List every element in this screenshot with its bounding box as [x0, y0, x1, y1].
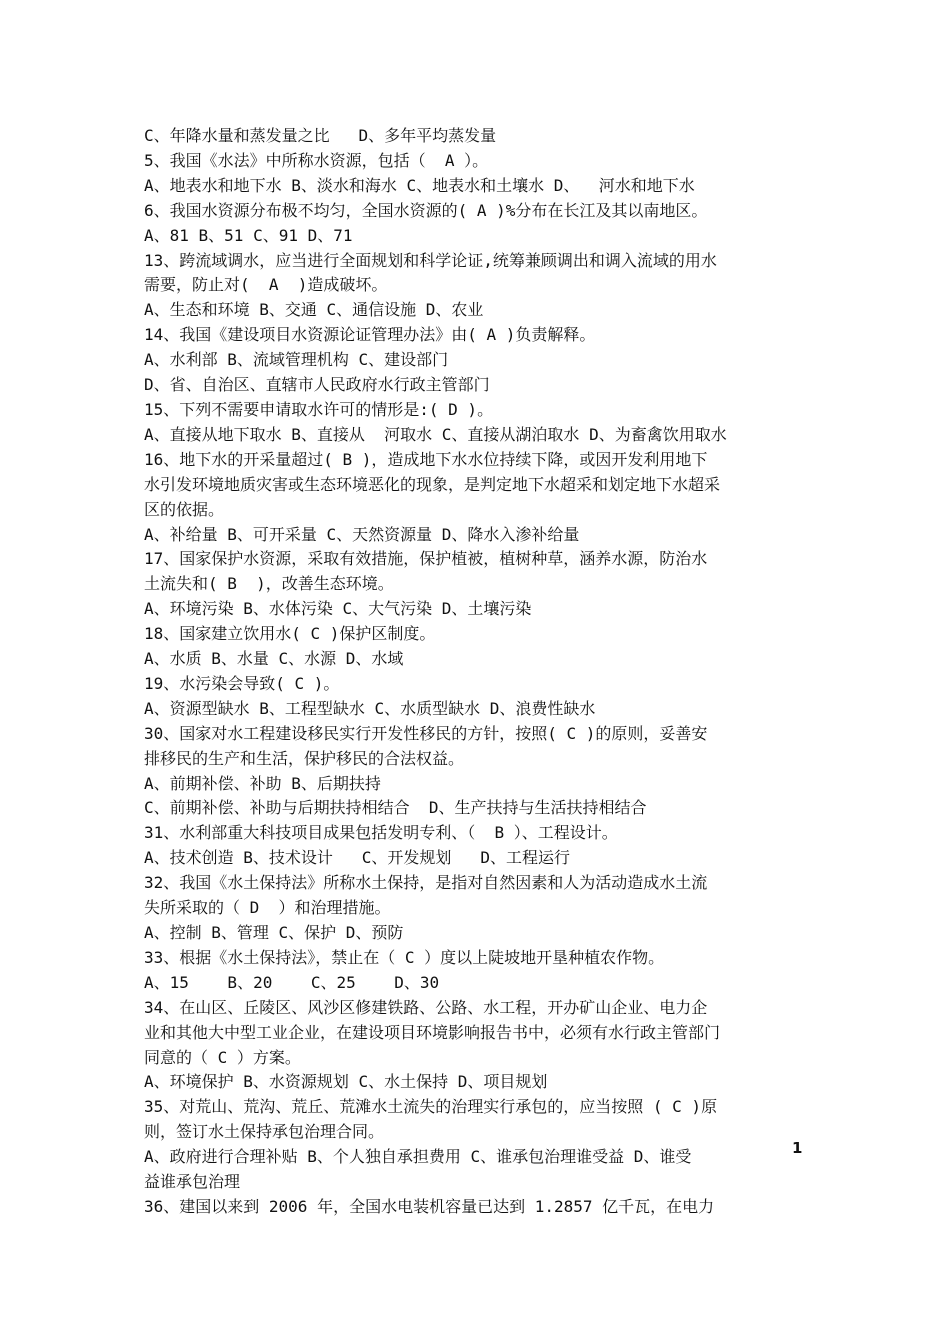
options-line: A、补给量 B、可开采量 C、天然资源量 D、降水入渗补给量: [144, 524, 580, 544]
question-line: 34、在山区、丘陵区、风沙区修建铁路、公路、水工程，开办矿山企业、电力企: [144, 997, 708, 1017]
options-line: A、直接从地下取水 B、直接从 河取水 C、直接从湖泊取水 D、为畜禽饮用取水: [144, 424, 727, 444]
question-line: 则，签订水土保持承包治理合同。: [144, 1122, 385, 1142]
question-line: 需要，防止对( A )造成破坏。: [144, 275, 388, 295]
question-line: 同意的（ C ）方案。: [144, 1047, 301, 1067]
options-line: C、前期补偿、补助与后期扶持相结合 D、生产扶持与生活扶持相结合: [144, 798, 647, 818]
options-line: A、水质 B、水量 C、水源 D、水域: [144, 649, 404, 669]
question-line: 32、我国《水土保持法》所称水土保持，是指对自然因素和人为活动造成水土流: [144, 873, 708, 893]
options-line: A、15 B、20 C、25 D、30: [144, 972, 440, 992]
options-line: A、水利部 B、流域管理机构 C、建设部门: [144, 350, 449, 370]
question-line: 失所采取的（ D ）和治理措施。: [144, 898, 391, 918]
question-line: 36、建国以来到 2006 年，全国水电装机容量已达到 1.2857 亿千瓦，在电力: [144, 1196, 715, 1216]
options-line: A、81 B、51 C、91 D、71: [144, 225, 353, 245]
question-line: 18、国家建立饮用水( C )保护区制度。: [144, 624, 436, 644]
question-line: 15、下列不需要申请取水许可的情形是:( D )。: [144, 399, 494, 419]
question-line: 业和其他大中型工业企业，在建设项目环境影响报告书中，必须有水行政主管部门: [144, 1022, 721, 1042]
page-number: 1: [792, 1139, 803, 1157]
question-line: 33、根据《水土保持法》，禁止在（ C ）度以上陡坡地开垦种植农作物。: [144, 947, 665, 967]
options-line: A、技术创造 B、技术设计 C、开发规划 D、工程运行: [144, 848, 570, 868]
question-line: 35、对荒山、荒沟、荒丘、荒滩水土流失的治理实行承包的，应当按照 ( C )原: [144, 1097, 718, 1117]
options-line: A、地表水和地下水 B、淡水和海水 C、地表水和土壤水 D、 河水和地下水: [144, 175, 695, 195]
options-line: A、环境污染 B、水体污染 C、大气污染 D、土壤污染: [144, 599, 532, 619]
text-line: C、年降水量和蒸发量之比 D、多年平均蒸发量: [144, 126, 497, 145]
document-body: [144, 124, 810, 1220]
question-line: 土流失和( B )，改善生态环境。: [144, 574, 394, 594]
question-line: 17、国家保护水资源，采取有效措施，保护植被，植树种草，涵养水源，防治水: [144, 549, 708, 569]
options-line: A、前期补偿、补助 B、后期扶持: [144, 773, 381, 793]
question-line: 排移民的生产和生活，保护移民的合法权益。: [144, 748, 465, 768]
options-line: A、政府进行合理补贴 B、个人独自承担费用 C、谁承包治理谁受益 D、谁受: [144, 1147, 692, 1167]
question-line: 水引发环境地质灾害或生态环境恶化的现象，是判定地下水超采和划定地下水超采: [144, 474, 721, 494]
question-line: 13、跨流域调水，应当进行全面规划和科学论证,统筹兼顾调出和调入流域的用水: [144, 250, 717, 270]
question-line: 5、我国《水法》中所称水资源，包括（ A ）。: [144, 150, 489, 170]
question-line: 19、水污染会导致( C )。: [144, 673, 340, 693]
question-line: 6、我国水资源分布极不均匀，全国水资源的( A )%分布在长江及其以南地区。: [144, 200, 708, 220]
options-line: A、生态和环境 B、交通 C、通信设施 D、农业: [144, 300, 484, 320]
question-line: 31、水利部重大科技项目成果包括发明专利、（ B ）、工程设计。: [144, 823, 618, 843]
question-line: 区的依据。: [144, 499, 225, 519]
question-line: 14、我国《建设项目水资源论证管理办法》由( A )负责解释。: [144, 325, 596, 345]
options-line: 益谁承包治理: [144, 1172, 241, 1192]
question-line: 16、地下水的开采量超过( B )，造成地下水水位持续下降，或因开发利用地下: [144, 449, 708, 469]
options-line: D、省、自治区、直辖市人民政府水行政主管部门: [144, 375, 490, 395]
options-line: A、环境保护 B、水资源规划 C、水土保持 D、项目规划: [144, 1072, 548, 1092]
question-line: 30、国家对水工程建设移民实行开发性移民的方针，按照( C )的原则，妥善安: [144, 723, 708, 743]
options-line: A、资源型缺水 B、工程型缺水 C、水质型缺水 D、浪费性缺水: [144, 698, 596, 718]
options-line: A、控制 B、管理 C、保护 D、预防: [144, 923, 404, 942]
